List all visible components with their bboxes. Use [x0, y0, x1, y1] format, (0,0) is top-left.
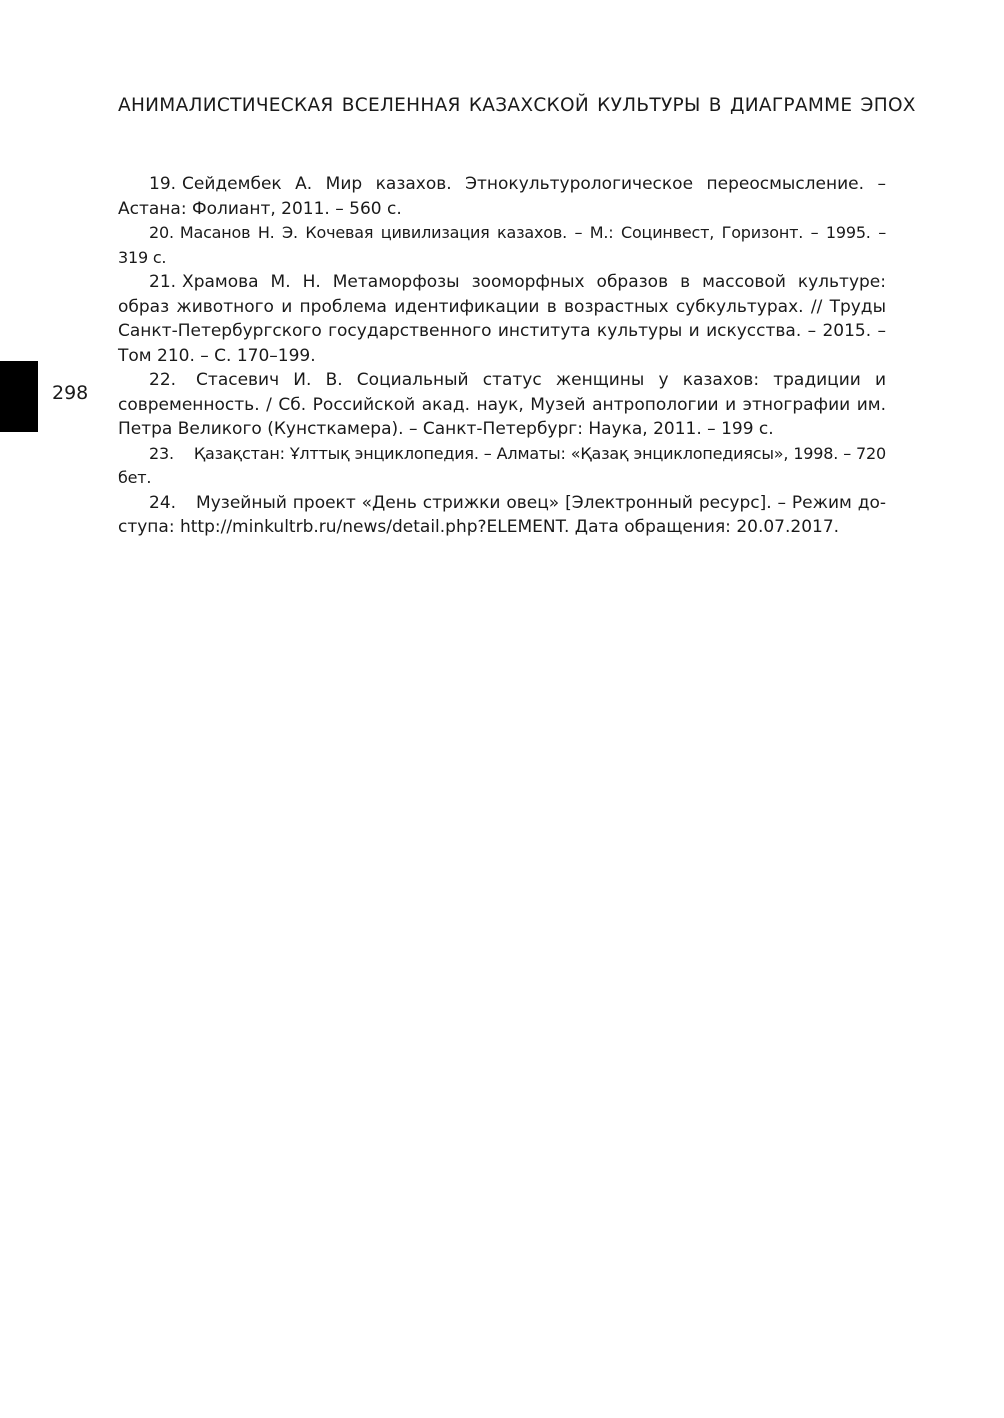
- running-title: АНИМАЛИСТИЧЕСКАЯ ВСЕЛЕННАЯ КАЗАХСКОЙ КУЛЬТУРЫ В ДИАГРАММЕ ЭПОХ: [118, 95, 916, 116]
- reference-list: [118, 172, 886, 540]
- reference-text: Музейный проект «День стрижки овец» [Электронный ресурс]. – Режим доступа: http://minkultrb.ru/news/detail.php?ELEMENT. Дата обращения: 20.07.2017.: [118, 492, 886, 537]
- reference-number: 23.: [149, 443, 174, 463]
- reference-number: 24.: [149, 492, 177, 513]
- page-number: 298: [52, 382, 89, 404]
- reference-text: Масанов Н. Э. Кочевая цивилизация казахов. – М.: Социнвест, Горизонт. – 1995. – 319 с.: [118, 223, 886, 267]
- reference-text: Храмова М. Н. Метаморфозы зооморфных образов в массовой культуре: образ животного и проблема идентификации в возрастных субкультурах. // Труды Санкт-Петербургского государственного института культуры и искусства. – 2015. – Том 210. – С. 170–199.: [118, 272, 886, 366]
- reference-number: 22.: [149, 370, 177, 390]
- reference-number: 21.: [149, 272, 177, 292]
- reference-item-22: [118, 368, 886, 442]
- reference-number: 19.: [149, 174, 177, 194]
- reference-text: Сейдембек А. Мир казахов. Этнокультурологическое переосмысление. – Астана: Фолиант, 2011. – 560 с.: [118, 174, 886, 219]
- reference-item-23: [118, 442, 886, 491]
- reference-item-21: [118, 270, 886, 368]
- reference-text: Қазақстан: Ұлттық энциклопедия. – Алматы: «Қазақ энциклопедиясы», 1998. – 720 бет.: [118, 443, 886, 487]
- reference-number: 20.: [149, 223, 174, 242]
- reference-item-20: [118, 221, 886, 270]
- reference-item-19: [118, 172, 886, 221]
- page-edge-tab: [0, 361, 38, 432]
- reference-text: Стасевич И. В. Социальный статус женщины у казахов: традиции и современность. / Сб. Российской акад. наук, Музей антропологии и этнографии им. Петра Великого (Кунсткамера). – Санкт-Петербург: Наука, 2011. – 199 с.: [118, 370, 886, 439]
- reference-item-24: [118, 491, 886, 540]
